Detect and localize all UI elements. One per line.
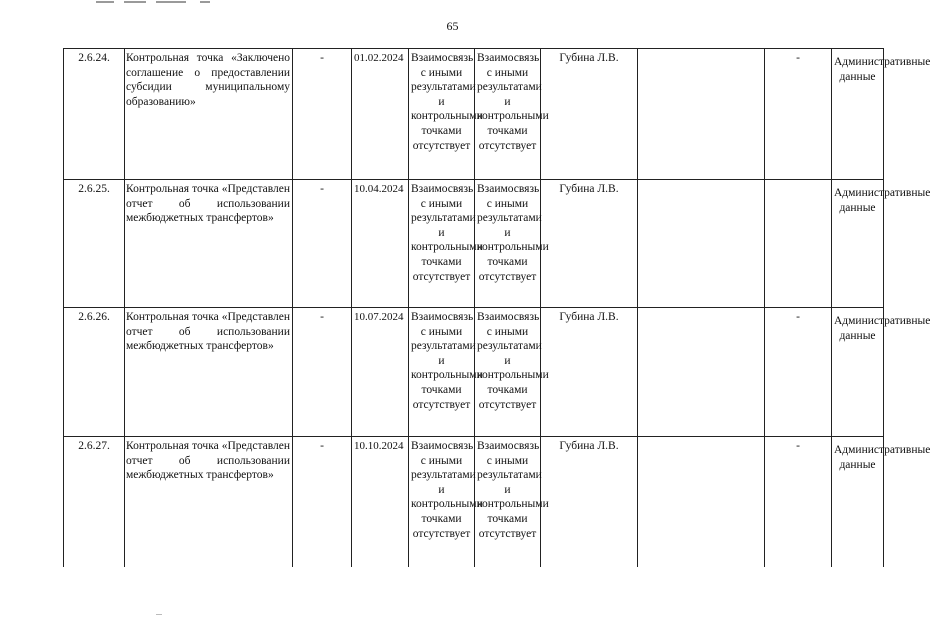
information-source: Административные данные (832, 437, 884, 567)
row-number: 2.6.24. (64, 49, 125, 180)
milestone-date: 10.04.2024 (352, 180, 409, 308)
information-source: Административные данные (832, 308, 884, 437)
information-source: Административные данные (832, 180, 884, 308)
confirmation-dash: - (765, 308, 832, 437)
row-number: 2.6.27. (64, 437, 125, 567)
empty-cell (638, 49, 765, 180)
table-row (64, 308, 884, 437)
table-row (64, 437, 884, 567)
empty-cell (638, 180, 765, 308)
row-number: 2.6.25. (64, 180, 125, 308)
responsible-person: Губина Л.В. (541, 437, 638, 567)
information-source: Административные данные (832, 49, 884, 180)
relation-successor: Взаимосвязь с иными результатами и контрольными точками отсутствует (475, 437, 541, 567)
relation-successor: Взаимосвязь с иными результатами и контрольными точками отсутствует (475, 180, 541, 308)
milestone-date: 10.07.2024 (352, 308, 409, 437)
relation-successor: Взаимосвязь с иными результатами и контрольными точками отсутствует (475, 49, 541, 180)
page-number: 65 (446, 19, 459, 33)
relation-predecessor: Взаимосвязь с иными результатами и контрольными точками отсутствует (409, 308, 475, 437)
row-number: 2.6.26. (64, 308, 125, 437)
base-value: - (293, 180, 352, 308)
relation-successor: Взаимосвязь с иными результатами и контрольными точками отсутствует (475, 308, 541, 437)
table-row (64, 49, 884, 180)
empty-cell (638, 437, 765, 567)
base-value: - (293, 49, 352, 180)
milestone-date: 10.10.2024 (352, 437, 409, 567)
confirmation-dash (765, 180, 832, 308)
milestone-description: Контрольная точка «Заключено соглашение о предоставлении субсидии муниципальному образованию» (125, 49, 293, 180)
table-row (64, 180, 884, 308)
confirmation-dash: - (765, 437, 832, 567)
milestone-date: 01.02.2024 (352, 49, 409, 180)
relation-predecessor: Взаимосвязь с иными результатами и контрольными точками отсутствует (409, 49, 475, 180)
milestone-description: Контрольная точка «Представлен отчет об использовании межбюджетных трансфертов» (125, 180, 293, 308)
base-value: - (293, 308, 352, 437)
base-value: - (293, 437, 352, 567)
relation-predecessor: Взаимосвязь с иными результатами и контрольными точками отсутствует (409, 180, 475, 308)
responsible-person: Губина Л.В. (541, 49, 638, 180)
scan-artifact (156, 614, 162, 615)
confirmation-dash: - (765, 49, 832, 180)
header-scan-marks (96, 0, 216, 4)
milestone-description: Контрольная точка «Представлен отчет об использовании межбюджетных трансфертов» (125, 308, 293, 437)
milestones-table (63, 48, 930, 567)
milestone-description: Контрольная точка «Представлен отчет об использовании межбюджетных трансфертов» (125, 437, 293, 567)
responsible-person: Губина Л.В. (541, 180, 638, 308)
relation-predecessor: Взаимосвязь с иными результатами и контрольными точками отсутствует (409, 437, 475, 567)
empty-cell (638, 308, 765, 437)
responsible-person: Губина Л.В. (541, 308, 638, 437)
